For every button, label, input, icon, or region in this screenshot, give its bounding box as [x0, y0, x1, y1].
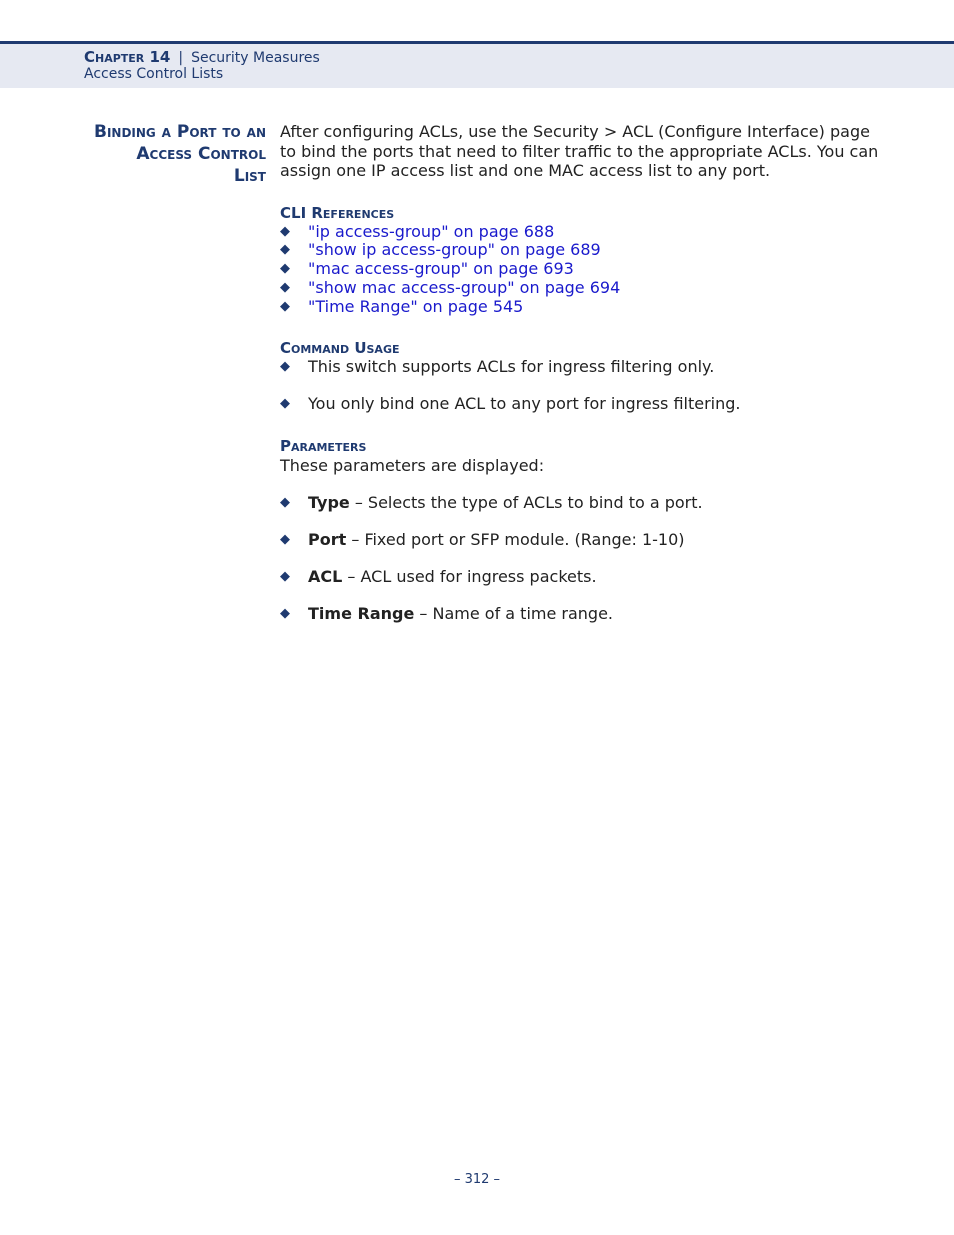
chapter-label: Chapter 14: [84, 48, 171, 66]
cli-reference-link[interactable]: "ip access-group" on page 688: [308, 221, 555, 241]
diamond-bullet-icon: ◆: [280, 569, 290, 585]
diamond-bullet-icon: ◆: [280, 242, 290, 258]
list-item: [280, 531, 880, 550]
section-title-line: List: [233, 166, 266, 186]
parameter-desc: – Name of a time range.: [414, 604, 614, 624]
list-item: [280, 605, 880, 624]
cli-reference-link[interactable]: "show ip access-group" on page 689: [308, 240, 601, 260]
usage-text: This switch supports ACLs for ingress filtering only.: [308, 357, 715, 377]
cli-reference-link[interactable]: "show mac access-group" on page 694: [308, 277, 621, 297]
section-title: [60, 121, 266, 187]
cli-references-list: [280, 223, 880, 317]
diamond-bullet-icon: ◆: [280, 494, 290, 510]
parameter-term: Type: [308, 492, 350, 512]
parameter-term: Time Range: [308, 604, 415, 624]
parameter-desc: – ACL used for ingress packets.: [342, 567, 597, 587]
section-title-line: Access Control: [136, 144, 266, 164]
header-subtitle: Access Control Lists: [84, 66, 224, 82]
diamond-bullet-icon: ◆: [280, 359, 290, 375]
command-usage-list: [280, 358, 880, 414]
list-item: [280, 358, 880, 377]
diamond-bullet-icon: ◆: [280, 606, 290, 622]
parameter-desc: – Fixed port or SFP module. (Range: 1-10): [346, 529, 685, 549]
list-item: [280, 298, 880, 317]
diamond-bullet-icon: ◆: [280, 298, 290, 314]
list-item: [280, 395, 880, 414]
header-chapter-line: [84, 48, 320, 66]
parameter-term: ACL: [308, 567, 343, 587]
parameter-term: Port: [308, 529, 347, 549]
diamond-bullet-icon: ◆: [280, 396, 290, 412]
list-item: [280, 568, 880, 587]
header-separator: |: [178, 50, 184, 66]
chapter-title: Security Measures: [191, 50, 320, 66]
list-item: [280, 260, 880, 279]
diamond-bullet-icon: ◆: [280, 223, 290, 239]
parameters-heading: Parameters: [280, 437, 367, 456]
parameters-intro: These parameters are displayed:: [280, 456, 545, 476]
intro-paragraph: After configuring ACLs, use the Security > ACL (Configure Interface) page to bind the ports that need to filter traffic to the appropriate ACLs. You can assign one IP access list and one MAC access list to any port.: [280, 122, 879, 180]
list-item: [280, 494, 880, 513]
cli-references-heading: CLI References: [280, 203, 395, 222]
cli-reference-link[interactable]: "mac access-group" on page 693: [308, 259, 574, 279]
parameter-desc: – Selects the type of ACLs to bind to a port.: [349, 492, 703, 512]
cli-reference-link[interactable]: "Time Range" on page 545: [308, 296, 524, 316]
diamond-bullet-icon: ◆: [280, 531, 290, 547]
diamond-bullet-icon: ◆: [280, 261, 290, 277]
parameters-list: [280, 494, 880, 625]
diamond-bullet-icon: ◆: [280, 279, 290, 295]
section-title-line: Binding a Port to an: [93, 122, 266, 142]
page-number: – 312 –: [453, 1172, 501, 1187]
list-item: [280, 223, 880, 242]
command-usage-heading: Command Usage: [280, 339, 400, 358]
list-item: [280, 279, 880, 298]
list-item: [280, 241, 880, 260]
usage-text: You only bind one ACL to any port for ingress filtering.: [308, 394, 741, 414]
section-body: [280, 122, 880, 624]
running-header: [0, 41, 954, 88]
